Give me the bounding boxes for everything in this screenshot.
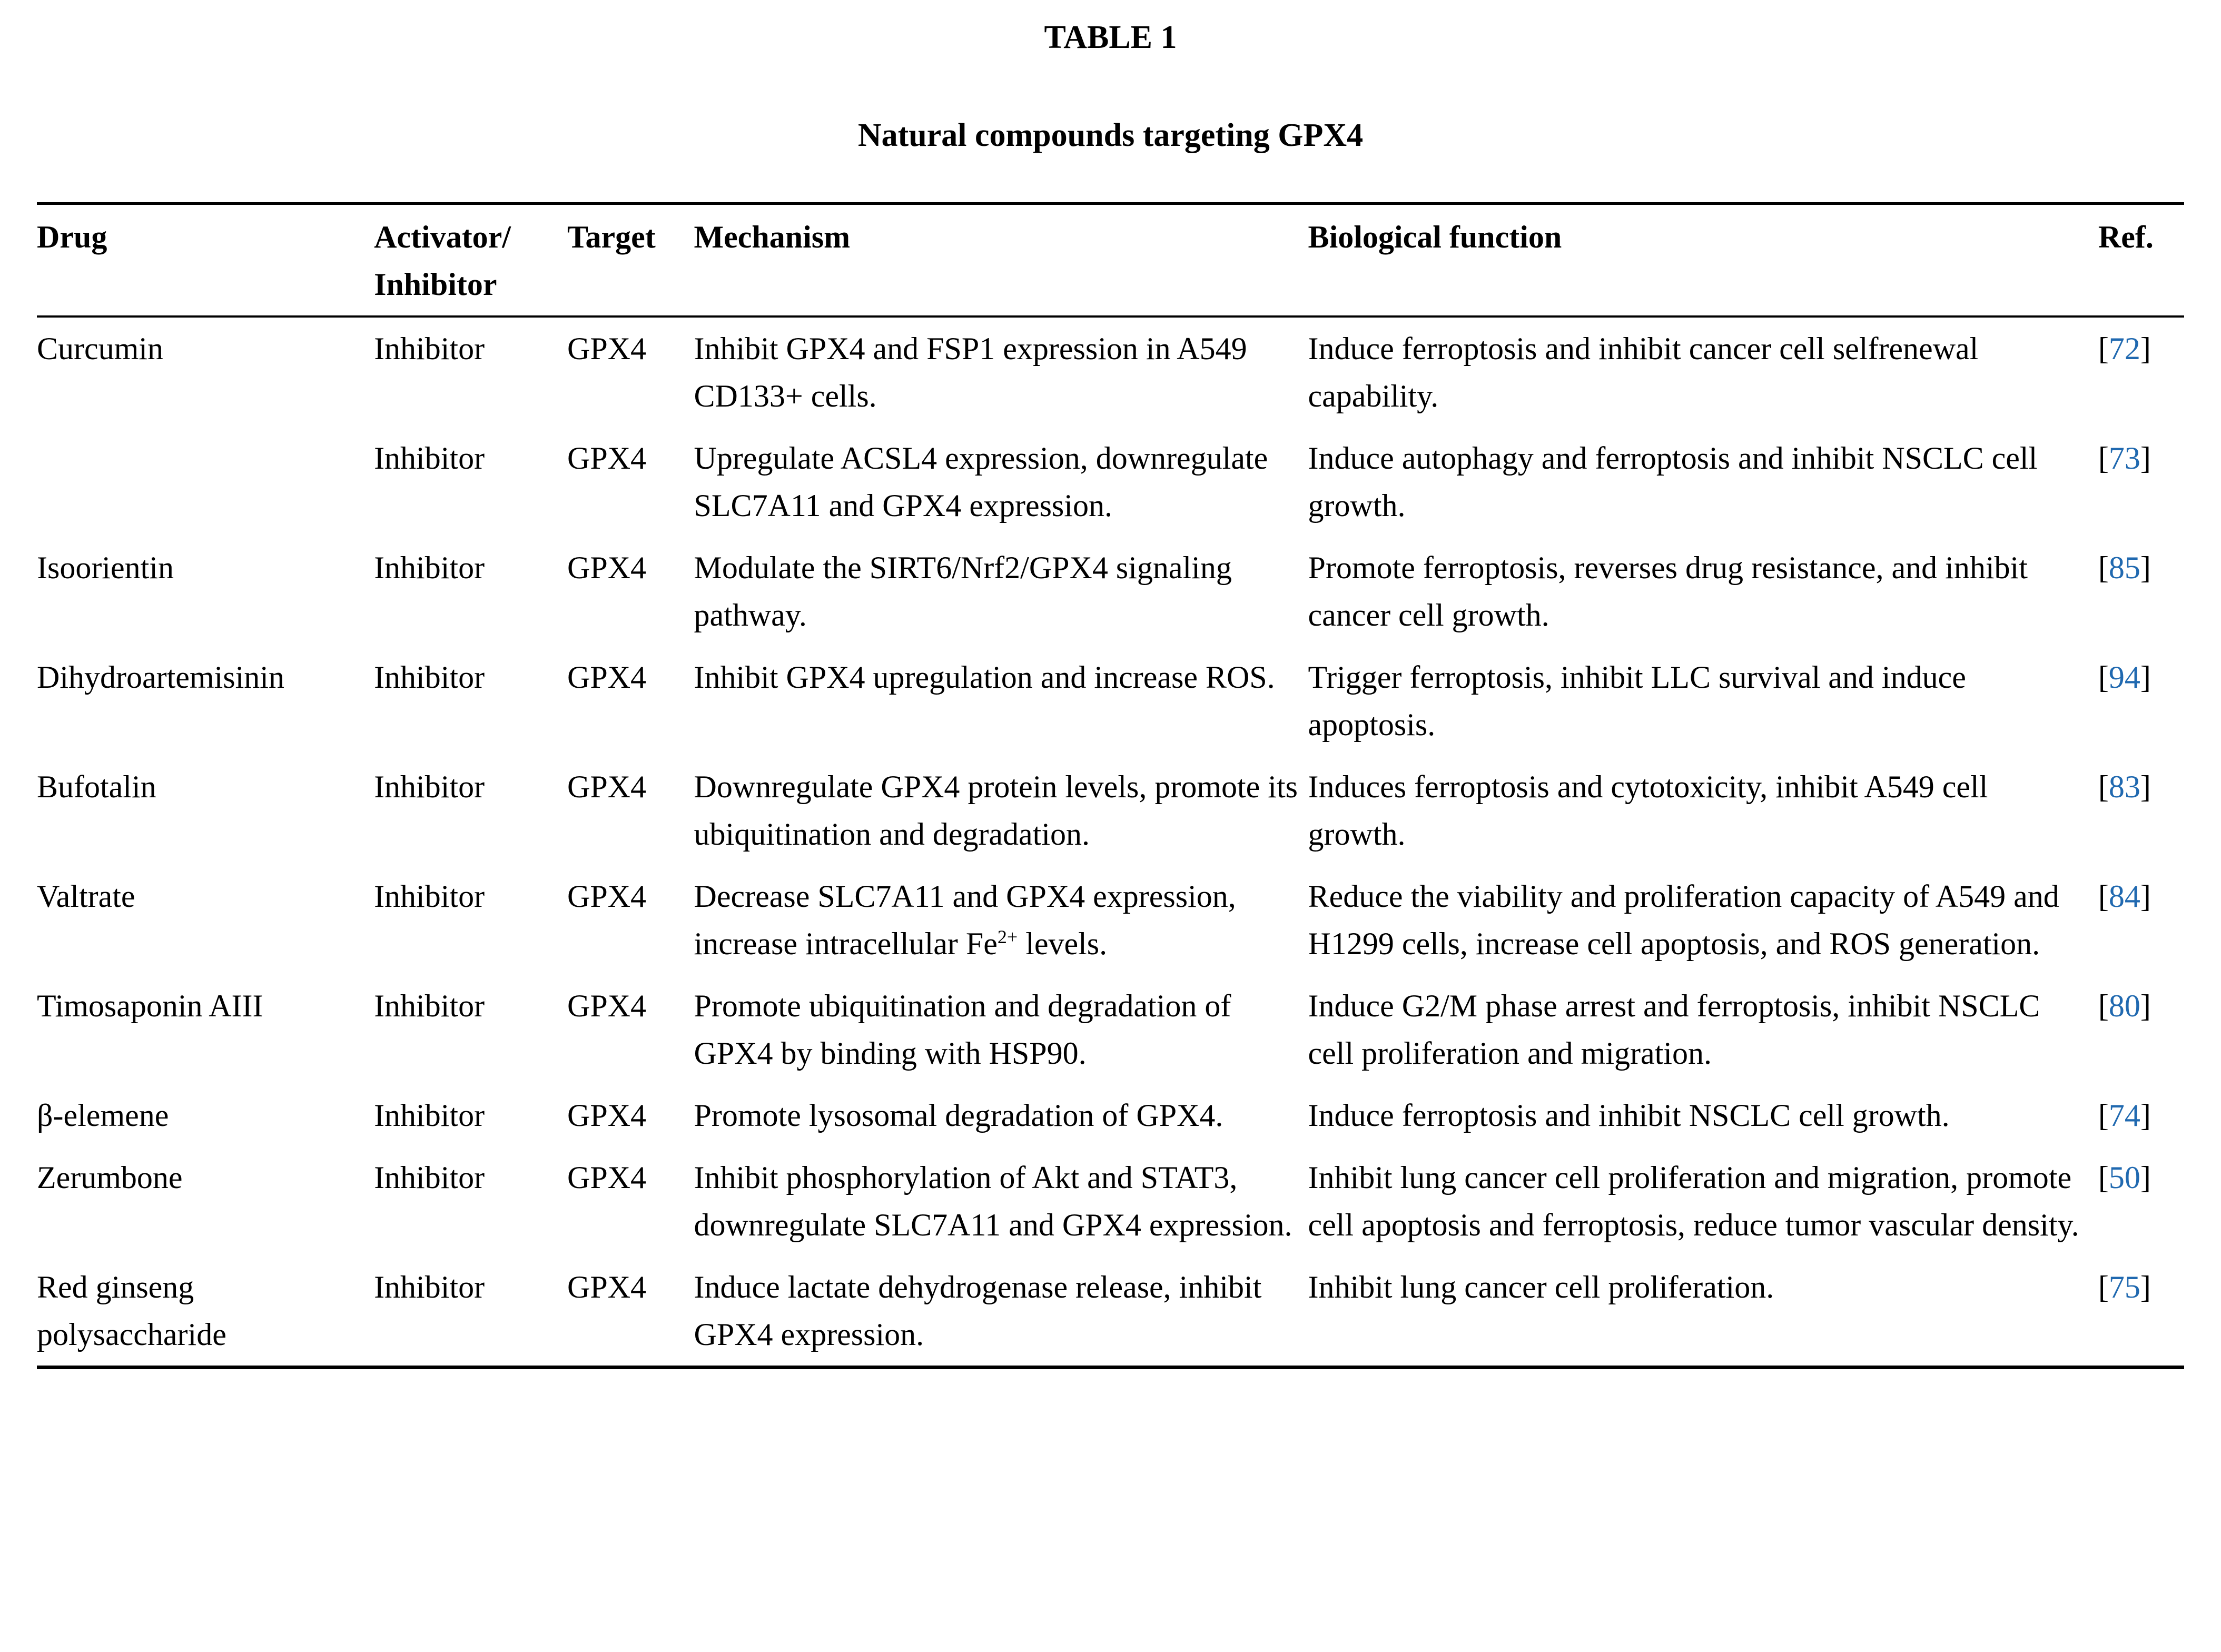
table-row <box>37 316 2184 427</box>
cell-target: GPX4 <box>567 1160 647 1195</box>
cell-drug: Timosaponin AIII <box>37 988 263 1023</box>
cell-ref: [85] <box>2098 550 2151 585</box>
table-row <box>37 427 2184 537</box>
column-header-activator-inhibitor: Activator/ Inhibitor <box>374 204 567 317</box>
reference-link[interactable]: 74 <box>2108 1098 2140 1133</box>
cell-drug: Dihydroartemisinin <box>37 660 284 695</box>
cell-drug: Zerumbone <box>37 1160 183 1195</box>
cell-mechanism: Downregulate GPX4 protein levels, promote its ubiquitination and degradation. <box>694 769 1298 852</box>
cell-drug: Curcumin <box>37 331 163 366</box>
cell-ref: [83] <box>2098 769 2151 804</box>
cell-target: GPX4 <box>567 550 647 585</box>
cell-activator-inhibitor: Inhibitor <box>374 660 485 695</box>
table-caption: Natural compounds targeting GPX4 <box>857 117 1364 153</box>
table-body <box>37 316 2184 1368</box>
reference-link[interactable]: 85 <box>2108 550 2140 585</box>
reference-link[interactable]: 84 <box>2108 879 2140 914</box>
cell-biological-function: Induce ferroptosis and inhibit NSCLC cell growth. <box>1308 1098 1950 1133</box>
table-row <box>37 865 2184 975</box>
table-row <box>37 1256 2184 1368</box>
cell-target: GPX4 <box>567 769 647 804</box>
cell-biological-function: Trigger ferroptosis, inhibit LLC survival and induce apoptosis. <box>1308 660 1966 742</box>
cell-biological-function: Induce G2/M phase arrest and ferroptosis, inhibit NSCLC cell proliferation and migration. <box>1308 988 2040 1071</box>
cell-drug <box>37 427 374 537</box>
cell-mechanism: Induce lactate dehydrogenase release, inhibit GPX4 expression. <box>694 1270 1262 1352</box>
cell-mechanism: Decrease SLC7A11 and GPX4 expression, increase intracellular $Fe^{2+}$ levels. <box>694 879 1236 961</box>
cell-target: GPX4 <box>567 660 647 695</box>
cell-activator-inhibitor: Inhibitor <box>374 1270 485 1304</box>
cell-mechanism: Promote ubiquitination and degradation of GPX4 by binding with HSP90. <box>694 988 1231 1071</box>
table-label: TABLE 1 <box>1044 19 1177 55</box>
table-row <box>37 1146 2184 1256</box>
table-header-row <box>37 204 2184 317</box>
cell-activator-inhibitor: Inhibitor <box>374 988 485 1023</box>
cell-drug: Red ginseng polysaccharide <box>37 1270 226 1352</box>
cell-ref: [72] <box>2098 331 2151 366</box>
cell-mechanism: Upregulate ACSL4 expression, downregulate SLC7A11 and GPX4 expression. <box>694 441 1268 523</box>
cell-activator-inhibitor: Inhibitor <box>374 331 485 366</box>
cell-ref: [80] <box>2098 988 2151 1023</box>
cell-target: GPX4 <box>567 879 647 914</box>
cell-ref: [73] <box>2098 441 2151 476</box>
table-header <box>37 204 2184 317</box>
cell-target: GPX4 <box>567 988 647 1023</box>
reference-link[interactable]: 72 <box>2108 331 2140 366</box>
cell-target: GPX4 <box>567 331 647 366</box>
cell-activator-inhibitor: Inhibitor <box>374 550 485 585</box>
reference-link[interactable]: 50 <box>2108 1160 2140 1195</box>
column-header-ref: Ref. <box>2098 204 2184 317</box>
reference-link[interactable]: 73 <box>2108 441 2140 476</box>
cell-mechanism: Promote lysosomal degradation of GPX4. <box>694 1098 1223 1133</box>
cell-target: GPX4 <box>567 1098 647 1133</box>
cell-ref: [75] <box>2098 1270 2151 1304</box>
cell-biological-function: Induce ferroptosis and inhibit cancer cell selfrenewal capability. <box>1308 331 1979 413</box>
reference-link[interactable]: 94 <box>2108 660 2140 695</box>
cell-activator-inhibitor: Inhibitor <box>374 1098 485 1133</box>
column-header-mechanism: Mechanism <box>694 204 1308 317</box>
table-row <box>37 646 2184 756</box>
cell-target: GPX4 <box>567 441 647 476</box>
compounds-table <box>37 202 2184 1369</box>
cell-ref: [50] <box>2098 1160 2151 1195</box>
cell-biological-function: Reduce the viability and proliferation capacity of A549 and H1299 cells, increase cell apoptosis, and ROS generation. <box>1308 879 2059 961</box>
table-row <box>37 1084 2184 1146</box>
cell-mechanism: Inhibit phosphorylation of Akt and STAT3, downregulate SLC7A11 and GPX4 expression. <box>694 1160 1292 1242</box>
cell-mechanism: Modulate the SIRT6/Nrf2/GPX4 signaling pathway. <box>694 550 1232 632</box>
reference-link[interactable]: 75 <box>2108 1270 2140 1304</box>
cell-drug: Bufotalin <box>37 769 156 804</box>
cell-drug: Isoorientin <box>37 550 174 585</box>
cell-biological-function: Promote ferroptosis, reverses drug resistance, and inhibit cancer cell growth. <box>1308 550 2028 632</box>
cell-mechanism: Inhibit GPX4 and FSP1 expression in A549 CD133+ cells. <box>694 331 1247 413</box>
cell-biological-function: Induces ferroptosis and cytotoxicity, inhibit A549 cell growth. <box>1308 769 1988 852</box>
cell-mechanism: Inhibit GPX4 upregulation and increase ROS. <box>694 660 1275 695</box>
table-row <box>37 975 2184 1084</box>
cell-ref: [84] <box>2098 879 2151 914</box>
column-header-drug: Drug <box>37 204 374 317</box>
reference-link[interactable]: 80 <box>2108 988 2140 1023</box>
column-header-biological-function: Biological function <box>1308 204 2098 317</box>
cell-target: GPX4 <box>567 1270 647 1304</box>
table-row <box>37 756 2184 865</box>
cell-biological-function: Induce autophagy and ferroptosis and inhibit NSCLC cell growth. <box>1308 441 2038 523</box>
cell-drug: Valtrate <box>37 879 135 914</box>
cell-drug: β-elemene <box>37 1098 169 1133</box>
reference-link[interactable]: 83 <box>2108 769 2140 804</box>
cell-ref: [74] <box>2098 1098 2151 1133</box>
cell-activator-inhibitor: Inhibitor <box>374 769 485 804</box>
cell-biological-function: Inhibit lung cancer cell proliferation. <box>1308 1270 1774 1304</box>
superscript-text: 2+ <box>997 926 1018 947</box>
table-row <box>37 537 2184 646</box>
cell-ref: [94] <box>2098 660 2151 695</box>
cell-activator-inhibitor: Inhibitor <box>374 879 485 914</box>
cell-biological-function: Inhibit lung cancer cell proliferation and migration, promote cell apoptosis and ferroptosis, reduce tumor vascular density. <box>1308 1160 2079 1242</box>
cell-activator-inhibitor: Inhibitor <box>374 441 485 476</box>
cell-activator-inhibitor: Inhibitor <box>374 1160 485 1195</box>
column-header-target: Target <box>567 204 694 317</box>
